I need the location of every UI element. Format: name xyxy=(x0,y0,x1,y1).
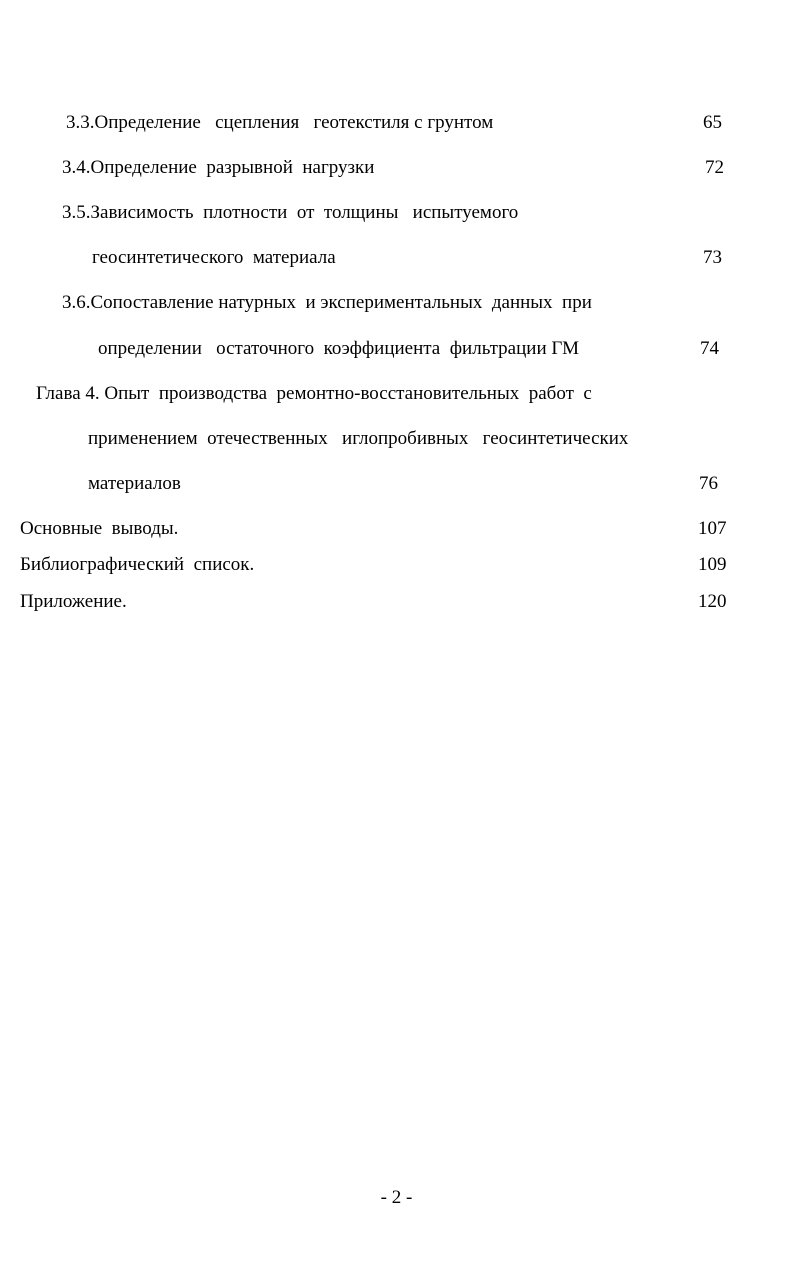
toc-entry-3-3-page: 65 xyxy=(703,112,722,133)
toc-appendix-title: Приложение. xyxy=(20,591,127,612)
toc-entry-3-6-title-line2: определении остаточного коэффициента фильтрации ГМ xyxy=(98,338,579,359)
toc-appendix-page: 120 xyxy=(698,591,727,612)
toc-chapter-4-title-line1: Глава 4. Опыт производства ремонтно-восстановительных работ с xyxy=(36,383,592,404)
toc-conclusions-page: 107 xyxy=(698,518,727,539)
toc-conclusions-title: Основные выводы. xyxy=(20,518,179,539)
toc-entry-3-5-title-line1: 3.5.Зависимость плотности от толщины испытуемого xyxy=(62,202,519,223)
toc-entry-3-4-title: 3.4.Определение разрывной нагрузки xyxy=(62,157,375,178)
toc-entry-3-5-page: 73 xyxy=(703,247,722,268)
toc-chapter-4-title-line3: материалов xyxy=(88,473,181,494)
toc-entry-3-5-title-line2: геосинтетического материала xyxy=(92,247,336,268)
page-number: - 2 - xyxy=(380,1187,413,1208)
toc-chapter-4-title-line2: применением отечественных иглопробивных геосинтетических xyxy=(88,428,629,449)
toc-chapter-4-page: 76 xyxy=(699,473,718,494)
toc-entry-3-4-page: 72 xyxy=(705,157,724,178)
toc-entry-3-3-title: 3.3.Определение сцепления геотекстиля с грунтом xyxy=(66,112,494,133)
toc-entry-3-6-page: 74 xyxy=(700,338,719,359)
toc-bibliography-title: Библиографический список. xyxy=(20,554,255,575)
toc-entry-3-6-title-line1: 3.6.Сопоставление натурных и экспериментальных данных при xyxy=(62,292,592,313)
toc-bibliography-page: 109 xyxy=(698,554,727,575)
